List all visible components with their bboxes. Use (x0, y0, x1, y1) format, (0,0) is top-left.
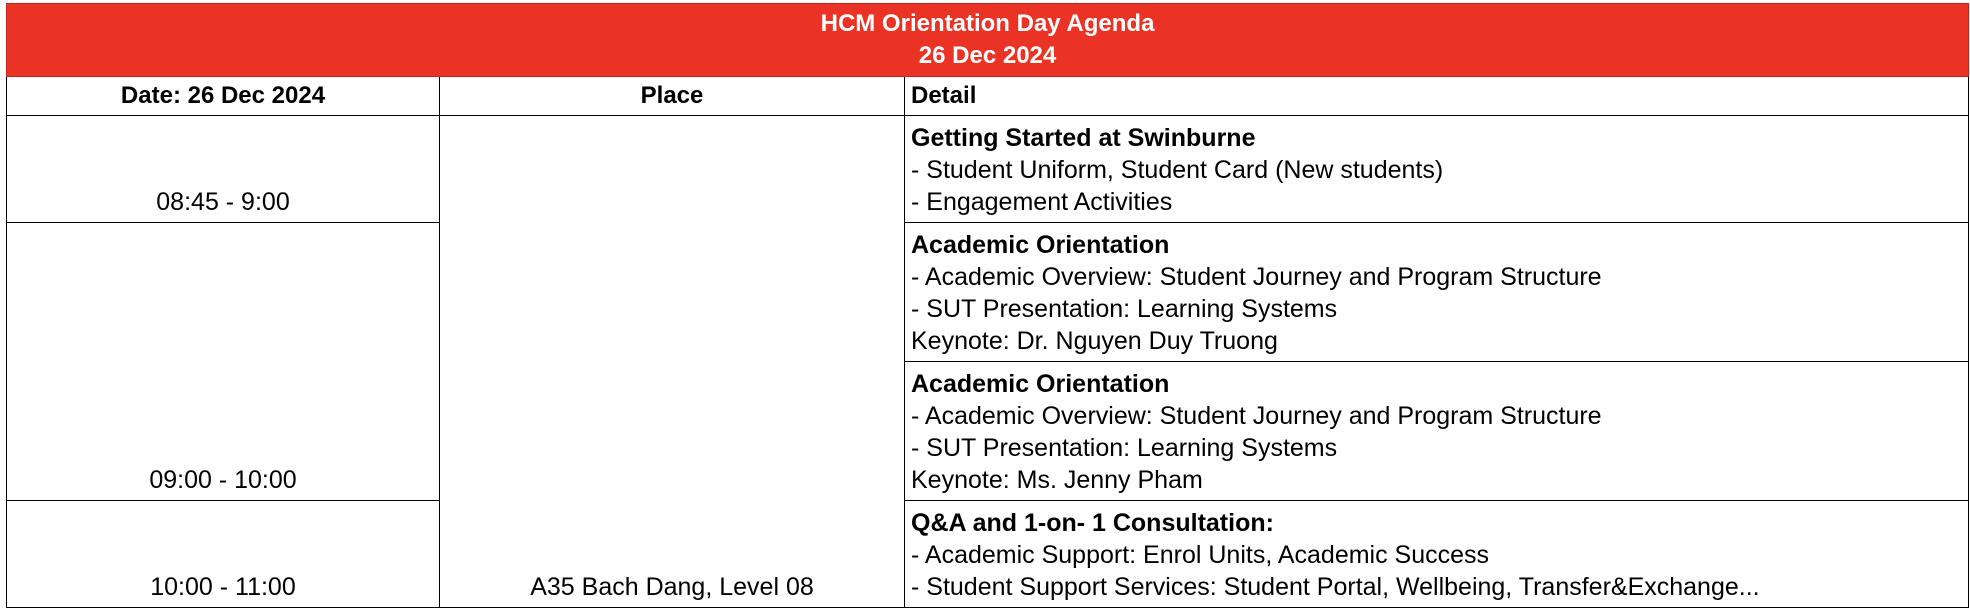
column-header-place: Place (440, 77, 905, 116)
detail-line: Keynote: Ms. Jenny Pham (911, 466, 1203, 494)
session-title: Q&A and 1-on- 1 Consultation: (911, 509, 1274, 537)
detail-cell (905, 223, 1969, 362)
agenda-table (6, 3, 1969, 608)
table-row (7, 116, 1969, 223)
column-header-detail: Detail (905, 77, 1969, 116)
place-cell: A35 Bach Dang, Level 08 (440, 116, 905, 608)
detail-line: - SUT Presentation: Learning Systems (911, 434, 1338, 462)
agenda-date: 26 Dec 2024 (918, 42, 1057, 69)
time-cell: 09:00 - 10:00 (7, 223, 440, 501)
session-title: Academic Orientation (911, 370, 1170, 398)
detail-line: - Academic Overview: Student Journey and Program Structure (911, 402, 1602, 430)
detail-line: - Engagement Activities (911, 188, 1173, 216)
detail-line: Keynote: Dr. Nguyen Duy Truong (911, 327, 1278, 355)
detail-line: - SUT Presentation: Learning Systems (911, 295, 1338, 323)
detail-line: - Academic Overview: Student Journey and Program Structure (911, 263, 1602, 291)
detail-cell (905, 116, 1969, 223)
detail-line: - Academic Support: Enrol Units, Academic Success (911, 541, 1490, 569)
table-row (7, 501, 1969, 608)
time-cell: 08:45 - 9:00 (7, 116, 440, 223)
column-header-date: Date: 26 Dec 2024 (7, 77, 440, 116)
session-title: Academic Orientation (911, 231, 1170, 259)
detail-line: - Student Support Services: Student Portal, Wellbeing, Transfer&Exchange... (911, 573, 1760, 601)
time-cell: 10:00 - 11:00 (7, 501, 440, 608)
table-row (7, 223, 1969, 362)
detail-cell (905, 501, 1969, 608)
detail-line: - Student Uniform, Student Card (New students) (911, 156, 1444, 184)
session-title: Getting Started at Swinburne (911, 124, 1256, 152)
agenda-title: HCM Orientation Day Agenda (820, 10, 1155, 37)
agenda-header (7, 4, 1969, 77)
detail-cell (905, 362, 1969, 501)
